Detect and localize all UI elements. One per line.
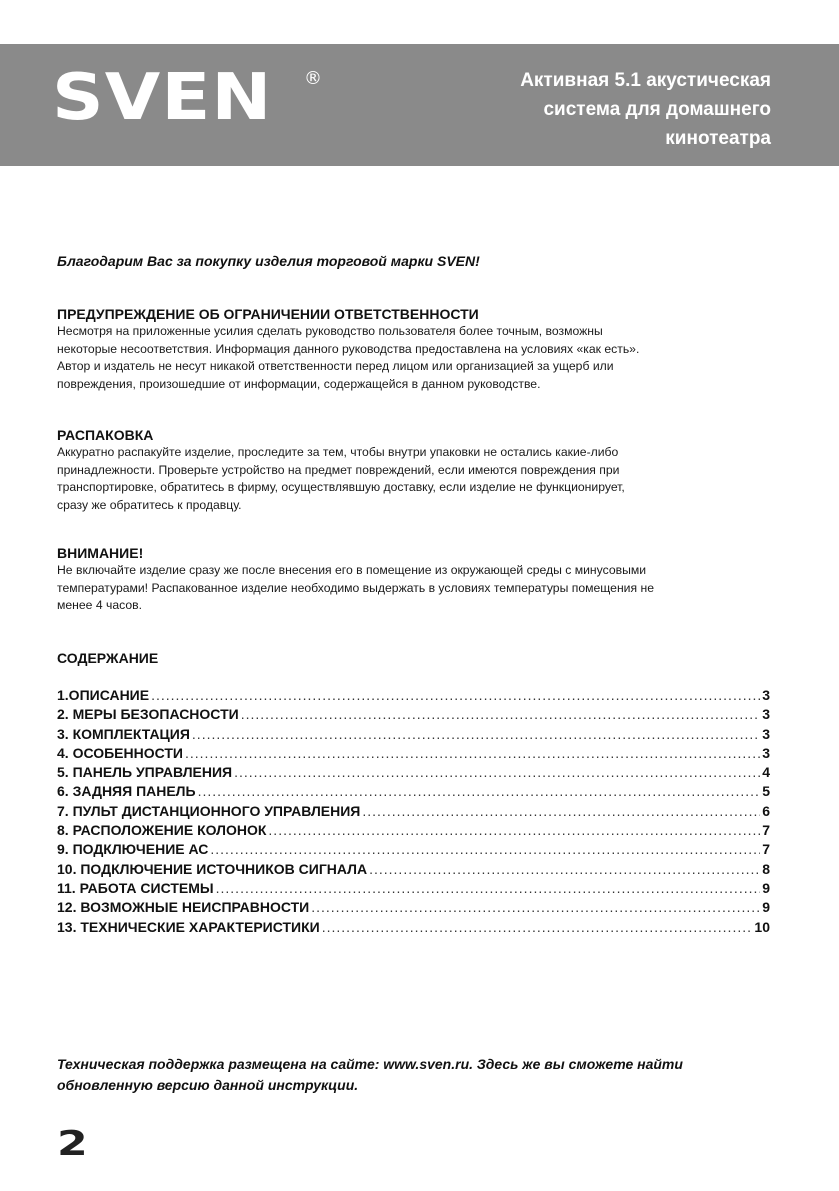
header-banner [0,44,839,166]
toc-leader-dots [234,764,760,780]
toc-leader-dots [322,919,753,935]
toc-page-number: 3 [762,687,770,703]
toc-leader-dots [216,880,761,896]
toc-entry[interactable] [57,899,770,918]
toc-entry[interactable] [57,841,770,860]
product-title: Активная 5.1 акустическая система для домашнего кинотеатра [520,70,771,149]
toc-leader-dots [268,822,760,838]
unpacking-title: РАСПАКОВКА [57,427,154,443]
toc-label: 3. КОМПЛЕКТАЦИЯ [57,725,190,742]
unpacking-line: принадлежности. Проверьте устройство на предмет повреждений, если имеются повреждения при [57,462,620,477]
unpacking-line: транспортировке, обратитесь в фирму, осуществлявшую доставку, если изделие не функционирует, [57,480,625,494]
toc-label: 6. ЗАДНЯЯ ПАНЕЛЬ [57,783,196,800]
toc-label: 10. ПОДКЛЮЧЕНИЕ ИСТОЧНИКОВ СИГНАЛА [57,860,368,877]
attention-line: температурами! Распакованное изделие необходимо выдержать в условиях температуры помещения не [57,580,654,595]
registered-mark: ® [304,68,322,89]
contents-title: СОДЕРЖАНИЕ [57,650,159,666]
unpacking-line: Аккуратно распакуйте изделие, проследите за тем, чтобы внутри упаковки не остались какие-либо [57,445,619,459]
toc-entry[interactable] [57,706,770,725]
toc-label: 13. ТЕХНИЧЕСКИЕ ХАРАКТЕРИСТИКИ [57,918,320,935]
toc-entry[interactable] [57,764,770,783]
toc-entry[interactable] [57,919,770,938]
disclaimer-line: Автор и издатель не несут никакой ответственности перед лицом или организацией за ущерб или [57,359,614,373]
toc-page-number: 9 [762,899,770,916]
disclaimer-section [57,306,782,393]
toc-label: 11. РАБОТА СИСТЕМЫ [57,879,214,896]
disclaimer-line: Несмотря на приложенные усилия сделать руководство пользователя более точным, возможны [57,324,603,338]
disclaimer-line: некоторые несоответствия. Информация данного руководства предоставлена на условиях «как есть». [57,341,640,356]
disclaimer-line: повреждения, произошедшие от информации, содержащейся в данном руководстве. [57,376,541,391]
toc-entry[interactable] [57,726,770,745]
toc-leader-dots [241,706,761,722]
toc-label: 8. РАСПОЛОЖЕНИЕ КОЛОНОК [57,822,267,839]
toc-entry[interactable] [57,745,770,764]
toc-page-number: 6 [762,802,770,819]
toc-entry[interactable] [57,822,770,841]
toc-page-number: 4 [762,764,770,781]
attention-line: Не включайте изделие сразу же после внесения его в помещение из окружающей среды с минусовыми [57,563,647,577]
toc-leader-dots [192,726,760,742]
toc-leader-dots [362,803,760,819]
toc-label: 4. ОСОБЕННОСТИ [57,744,183,761]
toc-label: 12. ВОЗМОЖНЫЕ НЕИСПРАВНОСТИ [57,899,310,916]
toc-entry[interactable] [57,803,770,822]
attention-title: ВНИМАНИЕ! [57,545,144,561]
toc-page-number: 10 [754,918,770,935]
toc-page-number: 5 [762,783,770,800]
toc-page-number: 3 [762,725,770,742]
toc-leader-dots [151,687,760,703]
toc-label: 5. ПАНЕЛЬ УПРАВЛЕНИЯ [57,764,233,781]
sven-logo: SVEN [52,61,273,135]
toc-label: 7. ПУЛЬТ ДИСТАНЦИОННОГО УПРАВЛЕНИЯ [57,802,361,819]
toc-leader-dots [185,745,760,761]
toc-leader-dots [198,783,761,799]
toc-label: 1.ОПИСАНИЕ [57,687,150,703]
toc-entry[interactable] [57,783,770,802]
toc-page-number: 7 [762,841,770,858]
toc-page-number: 8 [762,860,770,877]
toc-page-number: 9 [762,879,770,896]
toc-entry[interactable] [57,861,770,880]
toc-entry[interactable] [57,687,770,706]
toc-page-number: 3 [762,706,770,723]
toc-label: 2. МЕРЫ БЕЗОПАСНОСТИ [57,706,239,723]
toc-leader-dots [210,841,760,857]
toc-leader-dots [369,861,760,877]
toc-page-number: 3 [762,744,770,761]
thanks-message: Благодарим Вас за покупку изделия торговой марки SVEN! [57,253,480,269]
attention-section [57,545,782,615]
page-number: 2 [57,1124,88,1164]
toc-leader-dots [311,899,760,915]
disclaimer-title: ПРЕДУПРЕЖДЕНИЕ ОБ ОГРАНИЧЕНИИ ОТВЕТСТВЕННОСТИ [57,306,479,322]
table-of-contents [57,687,770,938]
toc-label: 9. ПОДКЛЮЧЕНИЕ АС [57,841,209,858]
attention-line: менее 4 часов. [57,598,142,612]
unpacking-section [57,427,782,514]
unpacking-line: сразу же обратитесь к продавцу. [57,497,242,512]
toc-page-number: 7 [762,822,770,839]
toc-entry[interactable] [57,880,770,899]
support-note: Техническая поддержка размещена на сайте: www.sven.ru. Здесь же вы сможете найти обновленную версию данной инструкции. [57,1056,683,1093]
